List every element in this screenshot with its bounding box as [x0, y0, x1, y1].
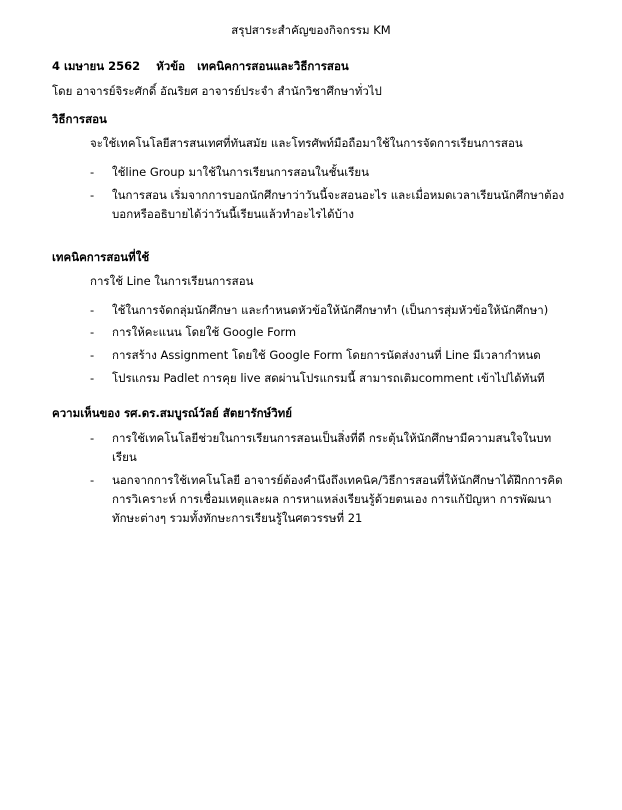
list-item [90, 323, 570, 342]
section-heading-teaching-methods: วิธีการสอน [52, 112, 107, 127]
bullet-marker-icon: - [90, 302, 95, 317]
bullet-marker-icon: - [90, 187, 95, 202]
page-title: สรุปสาระสำคัญของกิจกรรม KM [231, 23, 391, 37]
list-item [90, 369, 570, 388]
list-item-text: ในการสอน เริ่มจากการบอกนักศึกษาว่าวันนี้จะสอนอะไร และเมื่อหมดเวลาเรียนนักศึกษาต้องบอกหรืออธิบายได้ว่าวันนี้เรียนแล้วทำอะไรได้บ้าง [112, 187, 565, 221]
bullet-marker-icon: - [90, 371, 95, 386]
topic-value: เทคนิคการสอนและวิธีการสอน [197, 59, 349, 74]
topic-label: หัวข้อ [156, 59, 186, 74]
list-item [90, 429, 570, 467]
list-item [90, 471, 570, 528]
section-intro-techniques: การใช้ Line ในการเรียนการสอน [90, 274, 254, 289]
bullet-list-comments [52, 429, 570, 528]
date-topic-line [52, 57, 570, 75]
list-item-text: ใช้line Group มาใช้ในการเรียนการสอนในชั้นเรียน [112, 164, 369, 179]
section-spacer [52, 234, 570, 248]
bullet-marker-icon: - [90, 348, 95, 363]
list-item-text: นอกจากการใช้เทคโนโลยี อาจารย์ต้องคำนึงถึงเทคนิค/วิธีการสอนที่ให้นักศึกษาได้ฝึกการคิด การวิเคราะห์ การเชื่อมเหตุและผล การหาแหล่งเรียนรู้ด้วยตนเอง การแก้ปัญหา การพัฒนาทักษะต่างๆ รวมทั้งทักษะการเรียนรู้ในศตวรรษที่ 21 [112, 472, 563, 525]
bullet-marker-icon: - [90, 164, 95, 179]
list-item [90, 186, 570, 224]
list-item-text: การใช้เทคโนโลยีช่วยในการเรียนการสอนเป็นสิ่งที่ดี กระตุ้นให้นักศึกษามีความสนใจในบทเรียน [112, 430, 552, 464]
list-item-text: การให้คะแนน โดยใช้ Google Form [112, 325, 297, 340]
section-intro-teaching-methods: จะใช้เทคโนโลยีสารสนเทศที่ทันสมัย และโทรศัพท์มือถือมาใช้ในการจัดการเรียนการสอน [90, 136, 523, 151]
bullet-marker-icon: - [90, 472, 95, 487]
section-heading-techniques: เทคนิคการสอนที่ใช้ [52, 249, 150, 264]
bullet-marker-icon: - [90, 430, 95, 445]
list-item [90, 163, 570, 182]
bullet-list-techniques [52, 301, 570, 389]
list-item-text: โปรแกรม Padlet การคุย live สดผ่านโปรแกรมนี้ สามารถเติมcomment เข้าไปได้ทันที [112, 371, 545, 386]
section-heading-comments: ความเห็นของ รศ.ดร.สมบูรณ์วัลย์ สัตยารักษ์วิทย์ [52, 406, 292, 421]
list-item-text: การสร้าง Assignment โดยใช้ Google Form โดยการนัดส่งงานที่ Line มีเวลากำหนด [112, 348, 541, 363]
byline: โดย อาจารย์จิระศักดิ์ อัณริยศ อาจารย์ประจำ สำนักวิชาศึกษาทั่วไป [52, 83, 382, 98]
bullet-list-teaching-methods [52, 163, 570, 224]
list-item [90, 346, 570, 365]
activity-date: 4 เมษายน 2562 [52, 59, 141, 74]
bullet-marker-icon: - [90, 325, 95, 340]
list-item [90, 301, 570, 320]
list-item-text: ใช้ในการจัดกลุ่มนักศึกษา และกำหนดหัวข้อให้นักศึกษาทำ (เป็นการสุ่มหัวข้อให้นักศึกษา) [112, 302, 549, 317]
